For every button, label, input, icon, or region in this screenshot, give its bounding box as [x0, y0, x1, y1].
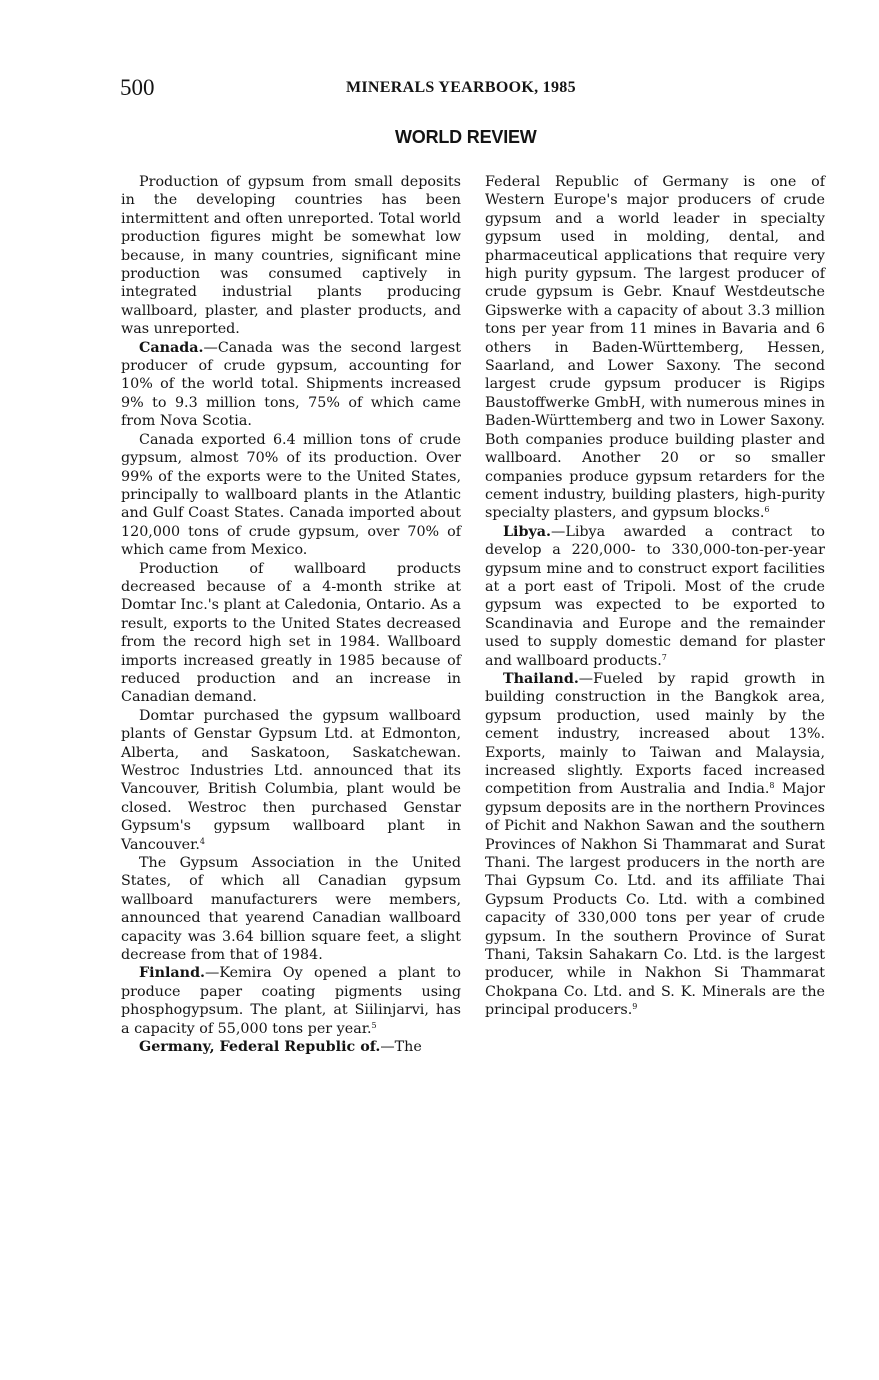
paragraph-text: —Fueled by rapid growth in building construction in the Bangkok area, gypsum production, used mainly by the cement industry, increased about 13%. Exports, mainly to Taiwan and Malaysia, increased slightly. Exports faced increased competition from Australia and India. — [485, 670, 825, 798]
paragraph — [485, 670, 825, 1020]
paragraph-text: Production of wallboard products decreased because of a 4-month strike at Domtar Inc.'s plant at Caledonia, Ontario. As a result, exports to the United States decreased from the record high set in 1984. Wallboard imports increased greatly in 1985 because of reduced production and an increase in Canadian demand. — [121, 560, 461, 706]
right-column — [485, 173, 825, 1020]
paragraph — [485, 523, 825, 670]
footnote-ref: 8 — [769, 781, 775, 791]
paragraph-text: —The — [380, 1039, 422, 1056]
paragraph — [121, 339, 461, 431]
paragraph-text: Canada exported 6.4 million tons of crude gypsum, almost 70% of its production. Over 99% of the exports were to the United States, principally to wallboard plants in the Atlantic and Gulf Coast States. Canada imported about 120,000 tons of crude gypsum, over 70% of which came from Mexico. — [121, 431, 461, 559]
left-column — [121, 173, 461, 1057]
paragraph-text: The Gypsum Association in the United States, of which all Canadian gypsum wallboard manufacturers were members, announced that yearend Canadian wallboard capacity was 3.64 billion square feet, a slight decrease from that of 1984. — [121, 855, 461, 964]
run-in-heading: Finland. — [139, 965, 206, 982]
paragraph-text: Domtar purchased the gypsum wallboard plants of Genstar Gypsum Ltd. at Edmonton, Alberta, and Saskatoon, Saskatchewan. Westroc Industries Ltd. announced that its Vancouver, British Columbia, plant would be closed. Westroc then purchased Genstar Gypsum's gypsum wallboard plant in Vancouver. — [121, 707, 461, 853]
paragraph-text: Federal Republic of Germany is one of Western Europe's major producers of crude gypsum and a world leader in specialty gypsum used in molding, dental, and pharmaceutical applications that require very high purity gypsum. The largest producer of crude gypsum is Gebr. Knauf Westdeutsche Gipswerke with a capacity of about 3.3 million tons per year from 11 mines in Bavaria and 6 others in Baden-Württemberg, Hessen, Saarland, and Lower Saxony. The second largest crude gypsum producer is Rigips Baustoffwerke GmbH, with numerous mines in Baden-Württemberg and two in Lower Saxony. Both companies produce building plaster and wallboard. Another 20 or so smaller companies produce gypsum retarders for the cement industry, building plasters, high-purity specialty plasters, and gypsum blocks. — [485, 174, 825, 522]
footnote-ref: 4 — [199, 836, 206, 846]
paragraph-text: —Canada was the second largest producer of crude gypsum, accounting for 10% of the world total. Shipments increased 9% to 9.3 million tons, 75% of which came from Nova Scotia. — [121, 339, 461, 430]
footnote-ref: 9 — [632, 1002, 638, 1012]
paragraph — [121, 964, 461, 1038]
paragraph — [121, 431, 461, 560]
run-in-heading: Canada. — [139, 339, 204, 356]
paragraph — [121, 560, 461, 707]
section-title: WORLD REVIEW — [395, 127, 537, 147]
paragraph — [485, 173, 825, 523]
footnote-ref: 5 — [371, 1020, 377, 1030]
run-in-heading: Germany, Federal Republic of. — [139, 1039, 381, 1056]
footnote-ref: 7 — [661, 652, 667, 662]
paragraph-text: Production of gypsum from small deposits in the developing countries has been intermittent and often unreported. Total world production figures might be somewhat low because, in many countries, significant mine production was consumed captively in integrated industrial plants producing wallboard, plaster, and plaster products, and was unreported. — [121, 174, 461, 338]
paragraph-text: —Libya awarded a contract to develop a 220,000- to 330,000-ton-per-year gypsum mine and to construct export facilities at a port east of Tripoli. Most of the crude gypsum was expected to be exported to Scandinavia and Europe and the remainder used to supply domestic demand for plaster and wallboard products. — [485, 523, 825, 669]
paragraph-text: —Kemira Oy opened a plant to produce paper coating pigments using phosphogypsum. The plant, at Siilinjarvi, has a capacity of 55,000 tons per year. — [121, 965, 461, 1037]
running-head: MINERALS YEARBOOK, 1985 — [346, 79, 576, 96]
run-in-heading: Libya. — [503, 523, 552, 540]
paragraph — [121, 173, 461, 339]
page-number: 500 — [120, 75, 155, 100]
footnote-ref: 6 — [764, 505, 770, 515]
paragraph-text: Major gypsum deposits are in the northern Provinces of Pichit and Nakhon Sawan and the southern Provinces of Nakhon Si Thammarat and Surat Thani. The largest producers in the north are Thai Gypsum Co. Ltd. and its affiliate Thai Gypsum Products Co. Ltd. with a combined capacity of 330,000 tons per year of crude gypsum. In the southern Province of Surat Thani, Taksin Sahakarn Co. Ltd. is the largest producer, while in Nakhon Si Thammarat Chokpana Co. Ltd. and S. K. Minerals are the principal producers. — [485, 781, 825, 1019]
paragraph — [121, 854, 461, 964]
paragraph — [121, 707, 461, 854]
page-header — [120, 74, 828, 102]
paragraph — [121, 1038, 461, 1056]
run-in-heading: Thailand. — [503, 670, 579, 687]
